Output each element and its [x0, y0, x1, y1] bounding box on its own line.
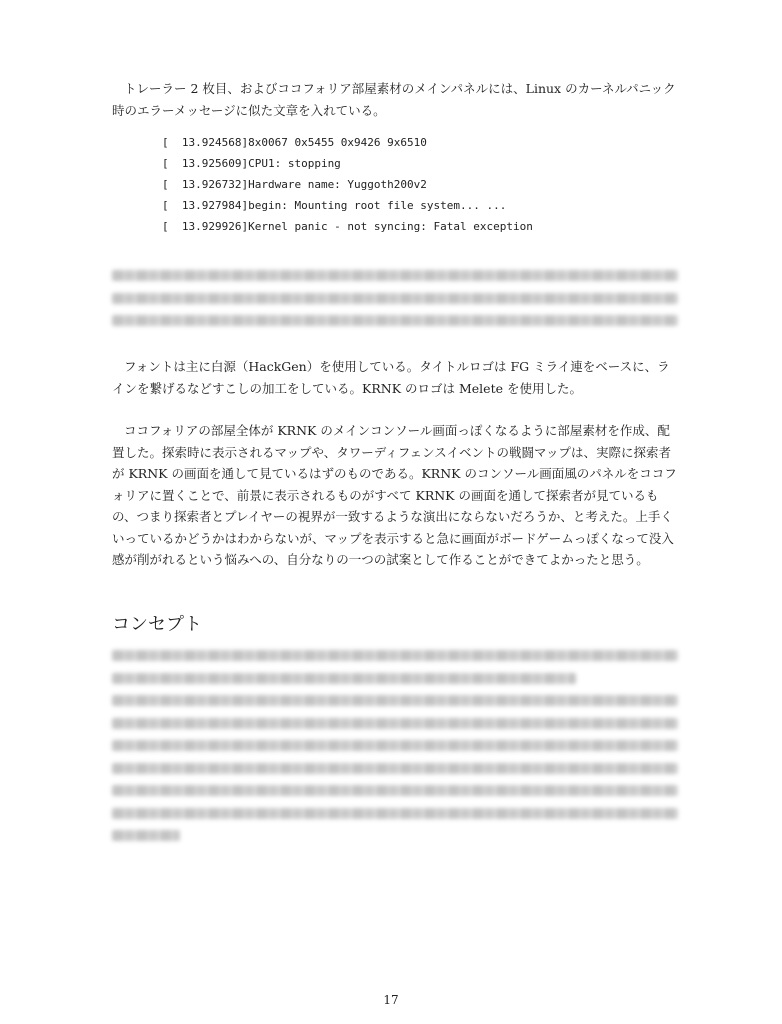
kernel-log-line: [ 13.925609]CPU1: stopping: [162, 157, 341, 170]
kernel-log-line: [ 13.924568]8x0067 0x5455 0x9426 9x6510: [162, 136, 427, 149]
blurred-concept-text: [112, 650, 678, 853]
kernel-log-block: [162, 132, 682, 237]
kernel-log-line: [ 13.929926]Kernel panic - not syncing: Fatal exception: [162, 220, 533, 233]
room-design-paragraph: ココフォリアの部屋全体が KRNK のメインコンソール画面っぽくなるように部屋素材を作成、配置した。探索時に表示されるマップや、タワーディフェンスイベントの戦闘マップは、実際に探索者が KRNK の画面を通して見ているはずのものである。KRNK のコンソール画面風のパネルをココフォリアに置くことで、前景に表示されるものがすべて KRNK の画面を通して探索者が見ているもの、つまり探索者とプレイヤーの視界が一致するような演出にならないだろうか、と考えた。上手くいっているかどうかはわからないが、マップを表示すると急に画面がボードゲームっぽくなって没入感が削がれるという悩みへの、自分なりの一つの試案として作ることができてよかったと思う。: [112, 423, 677, 567]
kernel-log-line: [ 13.926732]Hardware name: Yuggoth200v2: [162, 178, 427, 191]
section-heading: コンセプト: [112, 614, 202, 635]
kernel-log-line: [ 13.927984]begin: Mounting root file system... ...: [162, 199, 507, 212]
intro-paragraph: トレーラー 2 枚目、およびココフォリア部屋素材のメインパネルには、Linux のカーネルパニック時のエラーメッセージに似た文章を入れている。: [112, 81, 676, 118]
font-paragraph: フォントは主に白源（HackGen）を使用している。タイトルロゴは FG ミライ連をベースに、ラインを繋げるなどすこしの加工をしている。KRNK のロゴは Melete を使用した。: [112, 359, 670, 396]
blurred-paragraph: [112, 270, 678, 338]
page-number: 17: [383, 993, 399, 1007]
